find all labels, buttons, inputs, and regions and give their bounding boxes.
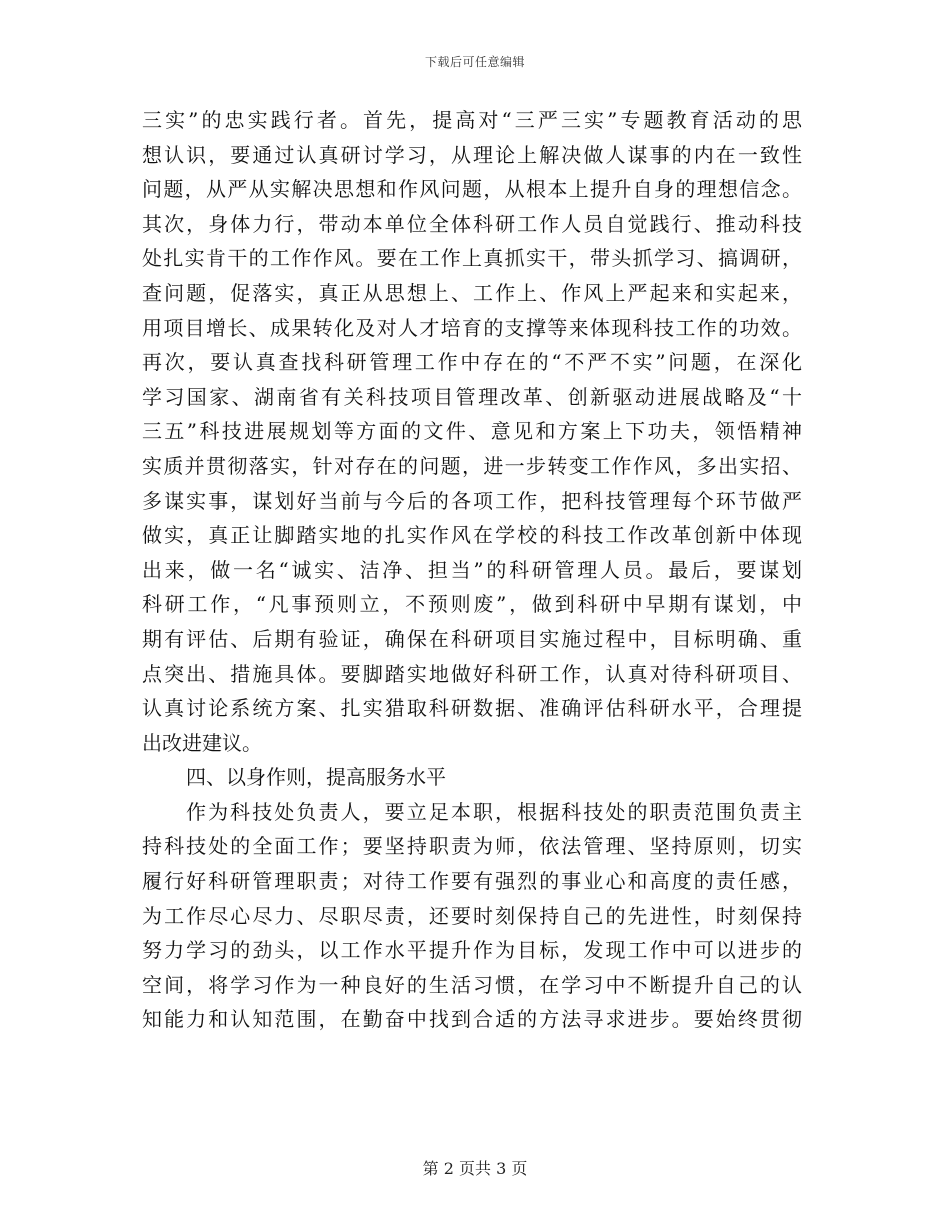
text-line: 用项目增长、成果转化及对人才培育的支撑等来体现科技工作的功效。 (142, 315, 802, 340)
text-line: 期有评估、后期有验证，确保在科研项目实施过程中，目标明确、重 (142, 626, 802, 651)
text-line: 点突出、措施具体。要脚踏实地做好科研工作，认真对待科研项目、 (142, 661, 802, 686)
text-line: 三实”的忠实践行者。首先，提高对“三严三实”专题教育活动的思 (142, 108, 802, 132)
text-line: 问题，从严从实解决思想和作风问题，从根本上提升自身的理想信念。 (142, 177, 802, 202)
text-line: 其次，身体力行，带动本单位全体科研工作人员自觉践行、推动科技 (142, 211, 802, 236)
text-line: 想认识，要通过认真研讨学习，从理论上解决做人谋事的内在一致性 (142, 142, 802, 167)
text-line: 多谋实事，谋划好当前与今后的各项工作，把科技管理每个环节做严 (142, 488, 802, 513)
text-line: 科研工作，“凡事预则立，不预则废”，做到科研中早期有谋划，中 (142, 592, 802, 617)
text-line: 出来，做一名“诚实、洁净、担当”的科研管理人员。最后，要谋划 (142, 557, 802, 582)
text-line: 实质并贯彻落实，针对存在的问题，进一步转变工作作风，多出实招、 (142, 453, 802, 478)
text-line: 努力学习的劲头，以工作水平提升作为目标，发现工作中可以进步的 (142, 938, 802, 963)
text-line: 三五”科技进展规划等方面的文件、意见和方案上下功夫，领悟精神 (142, 419, 802, 444)
text-line: 知能力和认知范围，在勤奋中找到合适的方法寻求进步。要始终贯彻 (142, 1007, 802, 1032)
document-body (142, 103, 802, 1037)
text-line: 履行好科研管理职责；对待工作要有强烈的事业心和高度的责任感， (142, 869, 802, 894)
text-line: 作为科技处负责人，要立足本职，根据科技处的职责范围负责主 (186, 799, 802, 824)
page-header: 下载后可任意编辑 (424, 55, 525, 69)
text-line: 处扎实肯干的工作作风。要在工作上真抓实干，带头抓学习、搞调研， (142, 246, 802, 271)
text-line: 为工作尽心尽力、尽职尽责，还要时刻保持自己的先进性，时刻保持 (142, 903, 802, 928)
text-line: 查问题，促落实，真正从思想上、工作上、作风上严起来和实起来， (142, 280, 802, 305)
text-line: 空间，将学习作为一种良好的生活习惯，在学习中不断提升自己的认 (142, 972, 802, 997)
text-line: 做实，真正让脚踏实地的扎实作风在学校的科技工作改革创新中体现 (142, 523, 802, 548)
text-line: 认真讨论系统方案、扎实猎取科研数据、准确评估科研水平，合理提 (142, 696, 802, 721)
text-line: 持科技处的全面工作；要坚持职责为师，依法管理、坚持原则，切实 (142, 834, 802, 859)
text-line: 学习国家、湖南省有关科技项目管理改革、创新驱动进展战略及“十 (142, 384, 802, 409)
page-number: 第 2 页共 3 页 (422, 1159, 528, 1178)
text-line: 出改进建议。 (142, 730, 262, 755)
section-heading: 四、以身作则，提高服务水平 (186, 765, 446, 790)
text-line: 再次，要认真查找科研管理工作中存在的“不严不实”问题，在深化 (142, 350, 802, 375)
